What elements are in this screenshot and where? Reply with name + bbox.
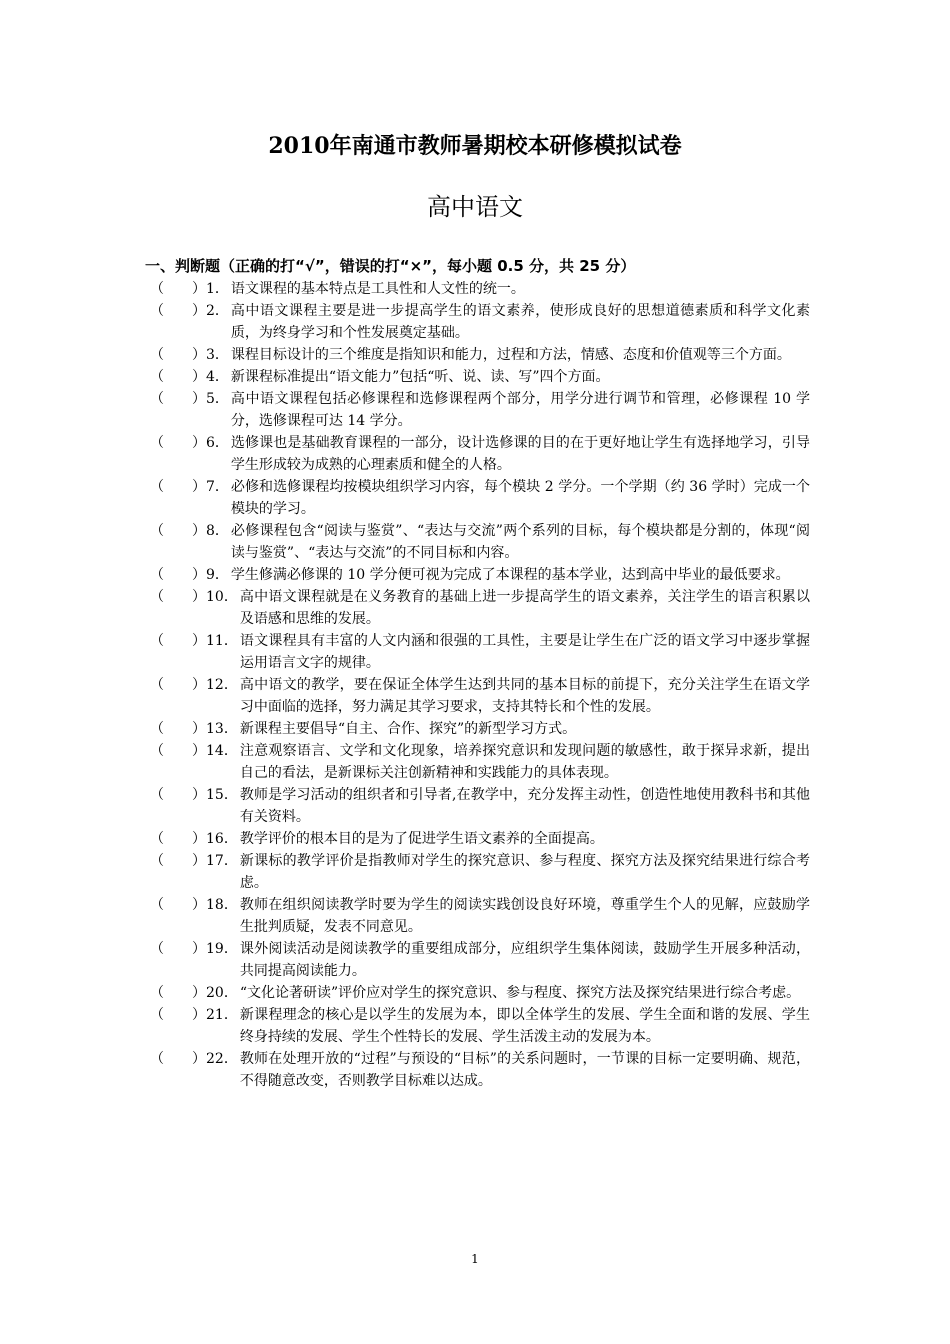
question-text: 新课标的教学评价是指教师对学生的探究意识、参与程度、探究方法及探究结果进行综合考虑。 [239, 853, 810, 891]
answer-blank: （ ） [150, 677, 206, 693]
question-text: 课外阅读活动是阅读教学的重要组成部分，应组织学生集体阅读，鼓励学生开展多种活动，共同提高阅读能力。 [239, 941, 810, 979]
question-text: 新课程标准提出“语文能力”包括“听、说、读、写”四个方面。 [230, 369, 610, 385]
question-item [150, 938, 810, 982]
page-number: 1 [471, 1252, 479, 1266]
answer-blank: （ ） [150, 985, 206, 1001]
answer-blank: （ ） [150, 941, 206, 957]
question-item [150, 388, 810, 432]
question-text: 教师是学习活动的组织者和引导者,在教学中，充分发挥主动性，创造性地使用教科书和其他有关资料。 [239, 787, 810, 825]
question-text: 学生修满必修课的 10 学分便可视为完成了本课程的基本学业，达到高中毕业的最低要求。 [230, 567, 790, 583]
question-text: 语文课程的基本特点是工具性和人文性的统一。 [230, 281, 525, 297]
answer-blank: （ ） [150, 853, 206, 869]
question-item [150, 344, 810, 366]
question-number: 13． [206, 721, 238, 737]
answer-blank: （ ） [150, 897, 206, 913]
answer-blank: （ ） [150, 743, 206, 759]
answer-blank: （ ） [150, 567, 206, 583]
question-number: 19． [206, 941, 238, 957]
answer-blank: （ ） [150, 831, 206, 847]
question-number: 10． [206, 589, 238, 605]
question-item [150, 366, 810, 388]
section-heading: 一、判断题（正确的打“√”，错误的打“×”，每小题 0.5 分，共 25 分） [145, 257, 636, 275]
answer-blank: （ ） [150, 347, 206, 363]
question-text: 语文课程具有丰富的人文内涵和很强的工具性，主要是让学生在广泛的语文学习中逐步掌握运用语言文字的规律。 [239, 633, 810, 671]
question-text: 新课程主要倡导“自主、合作、探究”的新型学习方式。 [239, 721, 577, 737]
question-text: 高中语文课程包括必修课程和选修课程两个部分，用学分进行调节和管理，必修课程 10 学分，选修课程可达 14 学分。 [230, 391, 810, 429]
question-number: 8． [206, 523, 229, 539]
question-item [150, 1048, 810, 1092]
question-item [150, 1004, 810, 1048]
question-number: 6． [206, 435, 229, 451]
question-item [150, 784, 810, 828]
answer-blank: （ ） [150, 281, 206, 297]
question-number: 18． [206, 897, 238, 913]
question-item [150, 278, 810, 300]
question-number: 1． [206, 281, 229, 297]
answer-blank: （ ） [150, 589, 206, 605]
question-text: 课程目标设计的三个维度是指知识和能力，过程和方法，情感、态度和价值观等三个方面。 [230, 347, 791, 363]
question-item [150, 740, 810, 784]
question-text: 教学评价的根本目的是为了促进学生语文素养的全面提高。 [239, 831, 604, 847]
question-item [150, 850, 810, 894]
question-number: 15． [206, 787, 238, 803]
question-text: 必修课程包含“阅读与鉴赏”、“表达与交流”两个系列的目标，每个模块都是分割的，体现“阅读与鉴赏”、“表达与交流”的不同目标和内容。 [230, 523, 810, 561]
question-text: “文化论著研读”评价应对学生的探究意识、参与程度、探究方法及探究结果进行综合考虑。 [239, 985, 801, 1001]
question-list [150, 278, 810, 1092]
question-item [150, 718, 810, 740]
question-text: 高中语文的教学，要在保证全体学生达到共同的基本目标的前提下，充分关注学生在语文学习中面临的选择，努力满足其学习要求，支持其特长和个性的发展。 [239, 677, 810, 715]
answer-blank: （ ） [150, 435, 206, 451]
answer-blank: （ ） [150, 369, 206, 385]
question-item [150, 630, 810, 674]
question-number: 17． [206, 853, 238, 869]
page-title: 2010年南通市教师暑期校本研修模拟试卷 [268, 133, 682, 159]
answer-blank: （ ） [150, 391, 206, 407]
question-text: 高中语文课程就是在义务教育的基础上进一步提高学生的语文素养，关注学生的语言积累以及语感和思维的发展。 [239, 589, 810, 627]
answer-blank: （ ） [150, 303, 206, 319]
question-item [150, 674, 810, 718]
question-item [150, 476, 810, 520]
question-item [150, 300, 810, 344]
question-number: 11． [206, 633, 238, 649]
answer-blank: （ ） [150, 787, 206, 803]
question-item [150, 564, 810, 586]
answer-blank: （ ） [150, 721, 206, 737]
question-number: 7． [206, 479, 229, 495]
question-number: 3． [206, 347, 229, 363]
question-number: 5． [206, 391, 229, 407]
question-item [150, 828, 810, 850]
question-text: 必修和选修课程均按模块组织学习内容，每个模块 2 学分。一个学期（约 36 学时）完成一个模块的学习。 [230, 479, 810, 517]
question-number: 12． [206, 677, 238, 693]
question-number: 22． [206, 1051, 238, 1067]
question-item [150, 982, 810, 1004]
question-number: 20． [206, 985, 238, 1001]
question-item [150, 586, 810, 630]
page-subtitle: 高中语文 [427, 193, 523, 221]
question-text: 高中语文课程主要是进一步提高学生的语文素养，使形成良好的思想道德素质和科学文化素质，为终身学习和个性发展奠定基础。 [230, 303, 810, 341]
question-number: 16． [206, 831, 238, 847]
question-number: 4． [206, 369, 229, 385]
question-item [150, 432, 810, 476]
question-number: 21． [206, 1007, 238, 1023]
answer-blank: （ ） [150, 479, 206, 495]
question-item [150, 894, 810, 938]
answer-blank: （ ） [150, 1007, 206, 1023]
question-number: 2． [206, 303, 229, 319]
question-text: 注意观察语言、文学和文化现象，培养探究意识和发现问题的敏感性，敢于探异求新，提出自己的看法，是新课标关注创新精神和实践能力的具体表现。 [239, 743, 810, 781]
answer-blank: （ ） [150, 1051, 206, 1067]
question-text: 教师在处理开放的“过程”与预设的“目标”的关系问题时，一节课的目标一定要明确、规范，不得随意改变，否则教学目标难以达成。 [239, 1051, 810, 1089]
question-number: 14． [206, 743, 238, 759]
answer-blank: （ ） [150, 523, 206, 539]
question-text: 选修课也是基础教育课程的一部分，设计选修课的目的在于更好地让学生有选择地学习，引导学生形成较为成熟的心理素质和健全的人格。 [230, 435, 810, 473]
question-item [150, 520, 810, 564]
question-text: 教师在组织阅读教学时要为学生的阅读实践创设良好环境，尊重学生个人的见解，应鼓励学生批判质疑，发表不同意见。 [239, 897, 810, 935]
answer-blank: （ ） [150, 633, 206, 649]
question-number: 9． [206, 567, 229, 583]
question-text: 新课程理念的核心是以学生的发展为本，即以全体学生的发展、学生全面和谐的发展、学生终身持续的发展、学生个性特长的发展、学生活泼主动的发展为本。 [239, 1007, 810, 1045]
